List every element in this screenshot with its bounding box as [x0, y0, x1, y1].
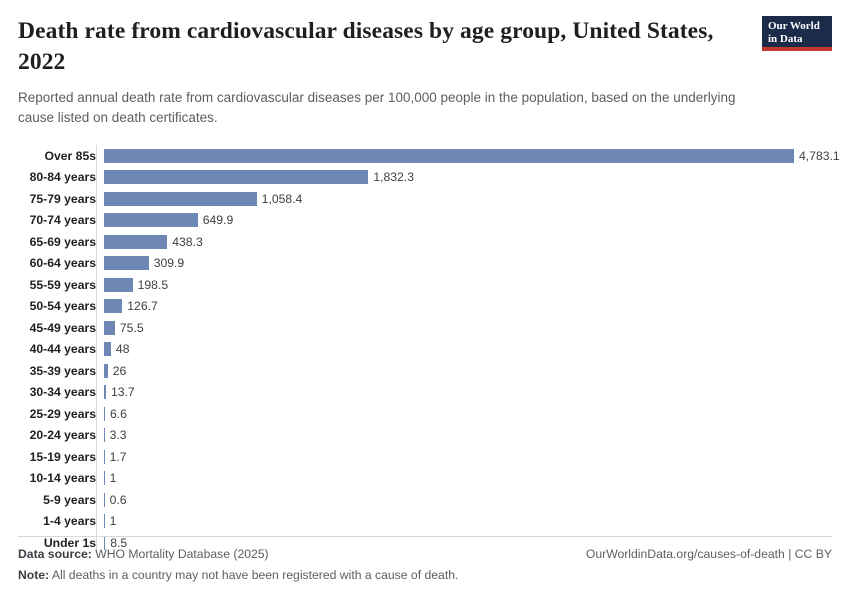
bar-track — [104, 296, 832, 318]
bar-row[interactable] — [18, 403, 832, 425]
chart-footer — [18, 536, 832, 584]
logo-line-2: in Data — [768, 32, 803, 45]
bar-track — [104, 489, 832, 511]
bar-chart — [18, 145, 840, 554]
bar-value-label: 198.5 — [137, 277, 169, 292]
bar-row[interactable] — [18, 511, 832, 533]
bar-category-label: 20-24 years — [29, 428, 96, 443]
bar-value-label: 3.3 — [109, 428, 127, 443]
bar-value-label: 1.7 — [109, 449, 127, 464]
bar-row[interactable] — [18, 382, 832, 404]
bar-row[interactable] — [18, 253, 832, 275]
bar-row[interactable] — [18, 188, 832, 210]
bar-track — [104, 188, 832, 210]
bar-track — [104, 446, 832, 468]
bar-track — [104, 231, 832, 253]
bar-value-label: 649.9 — [202, 213, 234, 228]
bar-value-label: 1,058.4 — [261, 191, 303, 206]
bar-value-label: 438.3 — [172, 234, 203, 249]
bar-row[interactable] — [18, 317, 832, 339]
chart-subtitle: Reported annual death rate from cardiovascular diseases per 100,000 people in the population, based on the underlying cause listed on death certificates. — [18, 90, 736, 125]
bar[interactable] — [104, 213, 198, 227]
bar-category-label: 60-64 years — [29, 256, 96, 271]
bar-track — [104, 360, 832, 382]
bar[interactable] — [104, 149, 794, 163]
bar-category-label: 55-59 years — [29, 277, 96, 292]
bar[interactable] — [104, 342, 111, 356]
bar-category-label: 75-79 years — [29, 191, 96, 206]
bar[interactable] — [104, 192, 257, 206]
axis-baseline — [96, 145, 97, 554]
bar-row[interactable] — [18, 210, 832, 232]
data-source-value: WHO Mortality Database (2025) — [95, 547, 269, 562]
our-world-in-data-logo[interactable] — [762, 16, 832, 51]
bar-category-label: 10-14 years — [29, 471, 96, 486]
bar-category-label: 15-19 years — [29, 449, 96, 464]
bar-value-label: 309.9 — [153, 256, 185, 271]
bar-track — [104, 145, 840, 167]
bar-category-label: 35-39 years — [29, 363, 96, 378]
bar-track — [104, 274, 832, 296]
bar-category-label: 25-29 years — [29, 406, 96, 421]
bar-row[interactable] — [18, 231, 832, 253]
bar-row[interactable] — [18, 274, 832, 296]
data-source-label: Data source: — [18, 547, 92, 562]
bar-category-label: 30-34 years — [29, 385, 96, 400]
bar-category-label: 70-74 years — [29, 213, 96, 228]
bar-value-label: 48 — [115, 342, 130, 357]
bar-value-label: 13.7 — [110, 385, 135, 400]
bar-value-label: 8.5 — [110, 535, 128, 550]
bar[interactable] — [104, 235, 167, 249]
bar-rows — [18, 145, 840, 554]
bar-value-label: 1,832.3 — [373, 170, 414, 185]
bar[interactable] — [104, 170, 368, 184]
bar-category-label: 1-4 years — [43, 514, 96, 529]
note-value: All deaths in a country may not have been registered with a cause of death. — [51, 567, 459, 582]
bar-row[interactable] — [18, 339, 832, 361]
bar-track — [104, 317, 832, 339]
bar-category-label: 65-69 years — [29, 234, 96, 249]
bar-row[interactable] — [18, 468, 832, 490]
bar-value-label: 1 — [109, 471, 117, 486]
bar-track — [104, 382, 832, 404]
bar-category-label: 45-49 years — [29, 320, 96, 335]
attribution-link[interactable]: OurWorldinData.org/causes-of-death | CC BY — [585, 547, 832, 562]
bar-row[interactable] — [18, 489, 832, 511]
bar-track — [104, 403, 832, 425]
bar[interactable] — [104, 299, 122, 313]
bar-value-label: 75.5 — [119, 320, 144, 335]
bar-category-label: 50-54 years — [29, 299, 96, 314]
bar-track — [104, 468, 832, 490]
bar-value-label: 6.6 — [109, 406, 127, 421]
bar-row[interactable] — [18, 446, 832, 468]
page-title: Death rate from cardiovascular diseases by age group, United States, 2022 — [18, 18, 714, 76]
bar-category-label: Over 85s — [44, 148, 96, 163]
bar[interactable] — [104, 278, 133, 292]
bar-value-label: 4,783.1 — [799, 148, 840, 163]
bar-row[interactable] — [18, 425, 832, 447]
bar-row[interactable] — [18, 167, 832, 189]
bar-track — [104, 210, 832, 232]
bar-track — [104, 167, 832, 189]
bar-track — [104, 339, 832, 361]
bar-value-label: 126.7 — [127, 299, 158, 314]
bar-category-label: 40-44 years — [29, 342, 96, 357]
footer-source-row — [18, 545, 832, 563]
bar-value-label: 0.6 — [109, 492, 127, 507]
logo-line-1: Our World — [768, 20, 820, 32]
bar-row[interactable] — [18, 296, 832, 318]
bar[interactable] — [104, 256, 149, 270]
data-source — [18, 545, 269, 563]
chart-header — [18, 16, 832, 127]
note-label: Note: — [18, 567, 50, 582]
bar-track — [104, 511, 832, 533]
bar-row[interactable] — [18, 145, 840, 167]
bar-category-label: 5-9 years — [43, 492, 96, 507]
bar[interactable] — [104, 321, 115, 335]
bar-track — [104, 425, 832, 447]
bar-track — [104, 253, 832, 275]
footer-note-row — [18, 566, 832, 584]
bar-category-label: Under 1s — [43, 535, 96, 550]
bar-category-label: 80-84 years — [29, 170, 96, 185]
bar-value-label: 26 — [112, 363, 127, 378]
bar-value-label: 1 — [109, 514, 117, 529]
bar-row[interactable] — [18, 360, 832, 382]
